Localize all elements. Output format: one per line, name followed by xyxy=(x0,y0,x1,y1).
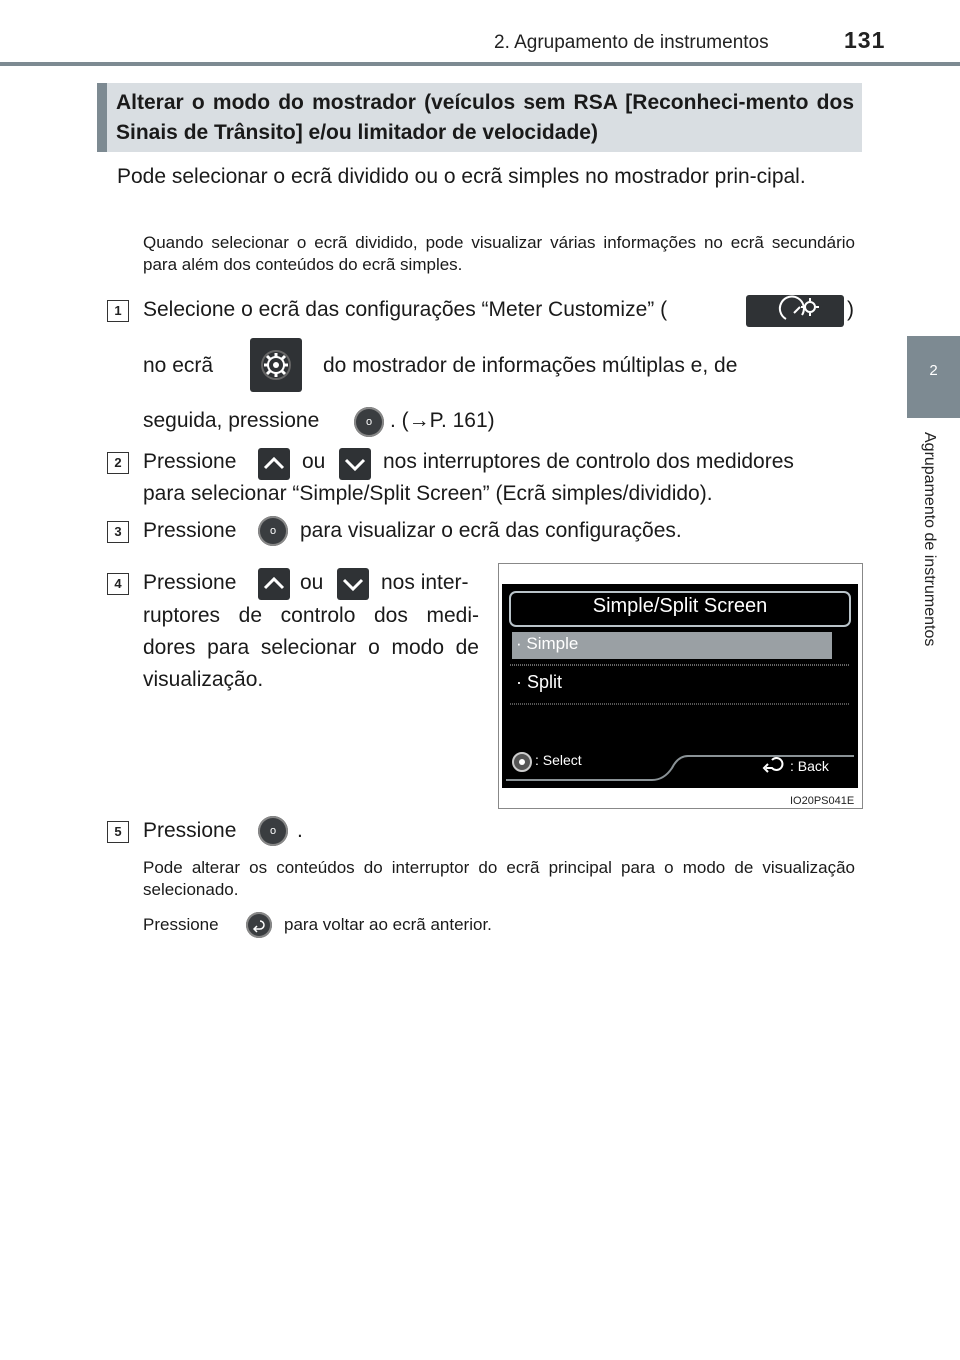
step-text: ou xyxy=(302,450,326,473)
chapter-tab-label: Agrupamento de instrumentos xyxy=(921,432,938,647)
chevron-down-icon xyxy=(339,448,371,480)
chapter-tab xyxy=(907,336,960,418)
step-number: 1 xyxy=(107,300,129,322)
step-number: 4 xyxy=(107,573,129,595)
step-number: 2 xyxy=(107,452,129,474)
display-select-hint: : Select xyxy=(535,752,582,768)
note-paragraph: para voltar ao ecrã anterior. xyxy=(284,915,492,934)
chapter-number: 2 xyxy=(929,362,938,379)
step-text: ruptores de controlo dos medi-dores para selecionar o modo de visualização. xyxy=(143,604,479,691)
step-text: do mostrador de informações múltiplas e, de xyxy=(323,354,738,377)
step-text: Pressione xyxy=(143,571,237,594)
chevron-up-icon xyxy=(258,448,290,480)
header-divider xyxy=(0,62,960,66)
ok-button-icon: o xyxy=(258,516,288,546)
back-button-icon xyxy=(246,912,272,938)
page-number: 131 xyxy=(844,27,886,53)
display-back-hint: : Back xyxy=(790,758,829,774)
step-text: . (→P. 161) xyxy=(390,409,495,432)
intro-note: Quando selecionar o ecrã dividido, pode visualizar várias informações no ecrã secundário para além dos conteúdos do ecrã simples. xyxy=(143,233,855,274)
note-paragraph: Pode alterar os conteúdos do interruptor do ecrã principal para o modo de visualização selecionado. xyxy=(143,858,855,899)
section-heading-accent xyxy=(97,83,107,152)
step-text: para visualizar o ecrã das configurações. xyxy=(300,519,682,542)
step-text: nos inter- xyxy=(381,571,469,594)
display-option-simple: · Simple xyxy=(516,634,579,653)
step-text: ou xyxy=(300,571,324,594)
step-number: 3 xyxy=(107,521,129,543)
step-text: Selecione o ecrã das configurações “Meter Customize” ( xyxy=(143,298,668,321)
display-title: Simple/Split Screen xyxy=(592,595,768,617)
step-text: Pressione xyxy=(143,819,237,842)
step-text: nos interruptores de controlo dos medidores xyxy=(383,450,794,473)
running-header: 2. Agrupamento de instrumentos xyxy=(494,32,769,53)
step-text: ) xyxy=(847,298,854,321)
step-text: . xyxy=(297,819,303,842)
step-text: Pressione xyxy=(143,450,237,473)
note-paragraph: Pressione xyxy=(143,915,219,934)
image-code: IO20PS041E xyxy=(790,795,855,807)
settings-gear-icon xyxy=(250,338,302,392)
chevron-down-icon xyxy=(337,568,369,600)
step-number: 5 xyxy=(107,821,129,843)
ok-button-icon: o xyxy=(354,407,384,437)
ok-button-icon: o xyxy=(258,816,288,846)
step-text: Pressione xyxy=(143,519,237,542)
meter-customize-icon xyxy=(746,295,844,327)
step-text: no ecrã xyxy=(143,354,214,377)
step-text: para selecionar “Simple/Split Screen” (Ecrã simples/dividido). xyxy=(143,482,713,505)
intro-paragraph: Pode selecionar o ecrã dividido ou o ecrã simples no mostrador prin-cipal. xyxy=(117,165,806,188)
display-option-split: · Split xyxy=(516,672,563,692)
chevron-up-icon xyxy=(258,568,290,600)
section-heading: Alterar o modo do mostrador (veículos sem RSA [Reconheci-mento dos Sinais de Trânsito] e/ou limitador de velocidade) xyxy=(116,91,854,144)
multi-information-display xyxy=(502,584,858,788)
step-text: seguida, pressione xyxy=(143,409,320,432)
